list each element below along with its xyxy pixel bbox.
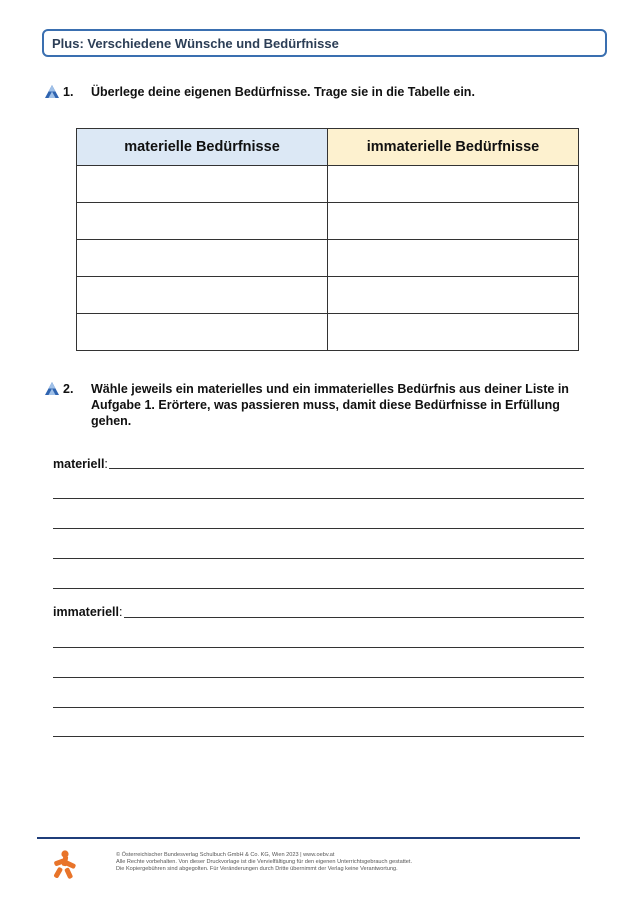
- writing-line[interactable]: [53, 707, 584, 708]
- immateriell-label: immateriell:: [53, 605, 123, 619]
- writing-line[interactable]: [53, 617, 584, 618]
- footer-line: Alle Rechte vorbehalten. Von dieser Druckvorlage ist die Vervielfältigung für den eigenen Unterrichtsgebrauch gestattet.: [116, 859, 413, 866]
- header-immaterielle: immaterielle Bedürfnisse: [328, 129, 579, 166]
- table-cell[interactable]: [77, 166, 328, 203]
- table-row: [77, 277, 579, 314]
- task-1-text: Überlege deine eigenen Bedürfnisse. Trage sie in die Tabelle ein.: [91, 85, 475, 99]
- task-1-number: 1.: [63, 85, 74, 99]
- writing-line[interactable]: [53, 588, 584, 589]
- footer-line: © Österreichischer Bundesverlag Schulbuch GmbH & Co. KG, Wien 2023 | www.oebv.at: [116, 852, 335, 858]
- footer-copyright: [116, 852, 586, 874]
- header-materielle: materielle Bedürfnisse: [77, 129, 328, 166]
- writing-line[interactable]: [53, 468, 584, 469]
- table-cell[interactable]: [77, 314, 328, 351]
- materiell-label: materiell:: [53, 457, 108, 471]
- worksheet-title-text: Plus: Verschiedene Wünsche und Bedürfnisse: [52, 36, 339, 51]
- writing-line[interactable]: [53, 736, 584, 737]
- table-row: [77, 203, 579, 240]
- footer-line: Die Kopiergebühren sind abgegolten. Für Veränderungen durch Dritte übernimmt der Verlag keine Verantwortung.: [116, 866, 398, 873]
- table-cell[interactable]: [328, 240, 579, 277]
- table-cell[interactable]: [77, 203, 328, 240]
- table-row: [77, 314, 579, 351]
- oebv-logo-icon: [52, 850, 78, 880]
- table-row: [77, 240, 579, 277]
- table-cell[interactable]: [328, 277, 579, 314]
- writing-line[interactable]: [53, 647, 584, 648]
- writing-line[interactable]: [53, 528, 584, 529]
- worksheet-title: [42, 29, 607, 57]
- needs-table: [76, 128, 579, 351]
- writing-line[interactable]: [53, 498, 584, 499]
- table-cell[interactable]: [328, 314, 579, 351]
- table-row: [77, 166, 579, 203]
- writing-line[interactable]: [53, 677, 584, 678]
- table-cell[interactable]: [328, 166, 579, 203]
- table-cell[interactable]: [77, 240, 328, 277]
- writing-line[interactable]: [53, 558, 584, 559]
- table-cell[interactable]: [328, 203, 579, 240]
- footer-divider: [37, 837, 580, 839]
- task-2-number: 2.: [63, 382, 74, 396]
- triangle-pyramid-icon: [45, 382, 59, 395]
- task-2-text: Wähle jeweils ein materielles und ein immaterielles Bedürfnis aus deiner Liste in Aufgabe 1. Erörtere, was passieren muss, damit diese Bedürfnisse in Erfüllung gehen.: [91, 382, 569, 428]
- triangle-pyramid-icon: [45, 85, 59, 98]
- table-cell[interactable]: [77, 277, 328, 314]
